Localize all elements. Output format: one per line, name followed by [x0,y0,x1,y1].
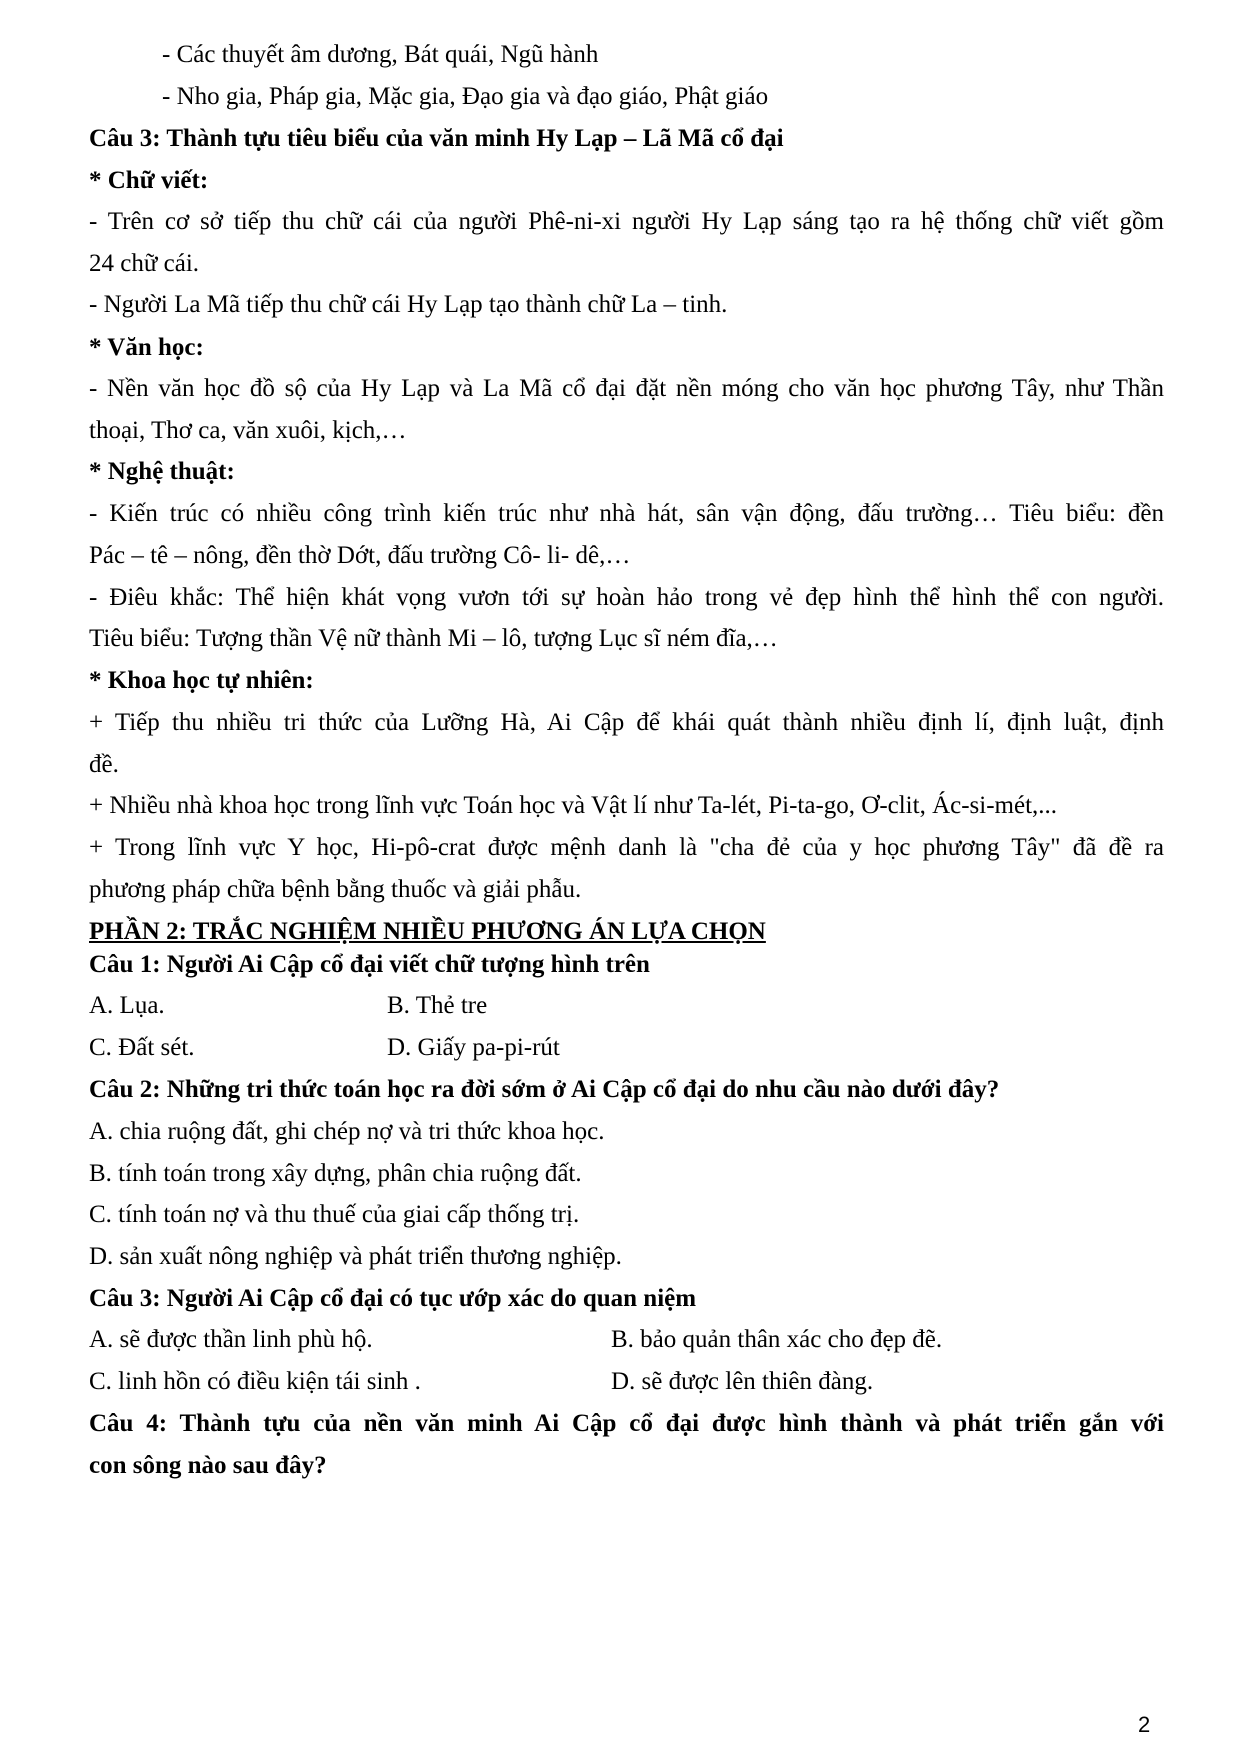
subheading: * Khoa học tự nhiên: [89,667,314,694]
question-heading: Câu 3: Người Ai Cập cổ đại có tục ướp xác do quan niệm [89,1285,697,1312]
question-heading-cont: con sông nào sau đây? [89,1452,327,1479]
subheading: * Văn học: [89,334,204,361]
q1-option-a: A. Lụa. [89,992,165,1019]
text-line: - Nho gia, Pháp gia, Mặc gia, Đạo gia và đạo giáo, Phật giáo [162,83,769,110]
text-line: Tiêu biểu: Tượng thần Vệ nữ thành Mi – lô, tượng Lục sĩ ném đĩa,… [89,625,778,652]
text-line: - Kiến trúc có nhiều công trình kiến trúc như nhà hát, sân vận động, đấu trường… Tiêu biểu: đền [89,500,1164,527]
section-heading: Câu 3: Thành tựu tiêu biểu của văn minh Hy Lạp – Lã Mã cổ đại [89,125,784,152]
subheading: * Nghệ thuật: [89,458,235,485]
q3-option-a: A. sẽ được thần linh phù hộ. [89,1326,373,1353]
q3-option-b: B. bảo quản thân xác cho đẹp đẽ. [611,1326,943,1353]
q2-option-b: B. tính toán trong xây dựng, phân chia ruộng đất. [89,1160,582,1187]
text-line: + Tiếp thu nhiều tri thức của Lưỡng Hà, Ai Cập để khái quát thành nhiều định lí, định luật, định [89,709,1164,736]
text-line: Pác – tê – nông, đền thờ Dớt, đấu trường Cô- li- dê,… [89,542,631,569]
q2-option-c: C. tính toán nợ và thu thuế của giai cấp thống trị. [89,1201,580,1228]
text-line: phương pháp chữa bệnh bằng thuốc và giải phẫu. [89,876,582,903]
q1-option-b: B. Thẻ tre [387,992,488,1019]
text-line: - Người La Mã tiếp thu chữ cái Hy Lạp tạo thành chữ La – tinh. [89,291,728,318]
question-heading: Câu 1: Người Ai Cập cổ đại viết chữ tượng hình trên [89,951,650,978]
question-heading: Câu 2: Những tri thức toán học ra đời sớm ở Ai Cập cổ đại do nhu cầu nào dưới đây? [89,1076,1000,1103]
text-line: - Điêu khắc: Thể hiện khát vọng vươn tới sự hoàn hảo trong vẻ đẹp hình thể hình thể con người. [89,584,1164,611]
q1-option-d: D. Giấy pa-pi-rút [387,1034,560,1061]
q3-option-d: D. sẽ được lên thiên đàng. [611,1368,874,1395]
text-line: - Nền văn học đồ sộ của Hy Lạp và La Mã cổ đại đặt nền móng cho văn học phương Tây, như Thần [89,375,1164,402]
part-heading: PHẦN 2: TRẮC NGHIỆM NHIỀU PHƯƠNG ÁN LỰA CHỌN [89,918,766,945]
q1-option-c: C. Đất sét. [89,1034,195,1061]
question-heading: Câu 4: Thành tựu của nền văn minh Ai Cập cổ đại được hình thành và phát triển gắn với [89,1410,1164,1437]
text-line: + Nhiều nhà khoa học trong lĩnh vực Toán học và Vật lí như Ta-lét, Pi-ta-go, Ơ-clit, Ác-si-mét,... [89,792,1058,819]
text-line: đề. [89,751,119,778]
q2-option-d: D. sản xuất nông nghiệp và phát triển thương nghiệp. [89,1243,622,1270]
text-line: - Trên cơ sở tiếp thu chữ cái của người Phê-ni-xi người Hy Lạp sáng tạo ra hệ thống chữ viết gồm [89,208,1164,235]
subheading: * Chữ viết: [89,167,209,194]
text-line: 24 chữ cái. [89,250,200,277]
text-line: thoại, Thơ ca, văn xuôi, kịch,… [89,417,407,444]
text-line: + Trong lĩnh vực Y học, Hi-pô-crat được mệnh danh là "cha đẻ của y học phương Tây" đã đề ra [89,834,1164,861]
q2-option-a: A. chia ruộng đất, ghi chép nợ và tri thức khoa học. [89,1118,605,1145]
q3-option-c: C. linh hồn có điều kiện tái sinh . [89,1368,421,1395]
text-line: - Các thuyết âm dương, Bát quái, Ngũ hành [162,41,599,68]
page-number: 2 [1138,1712,1151,1737]
